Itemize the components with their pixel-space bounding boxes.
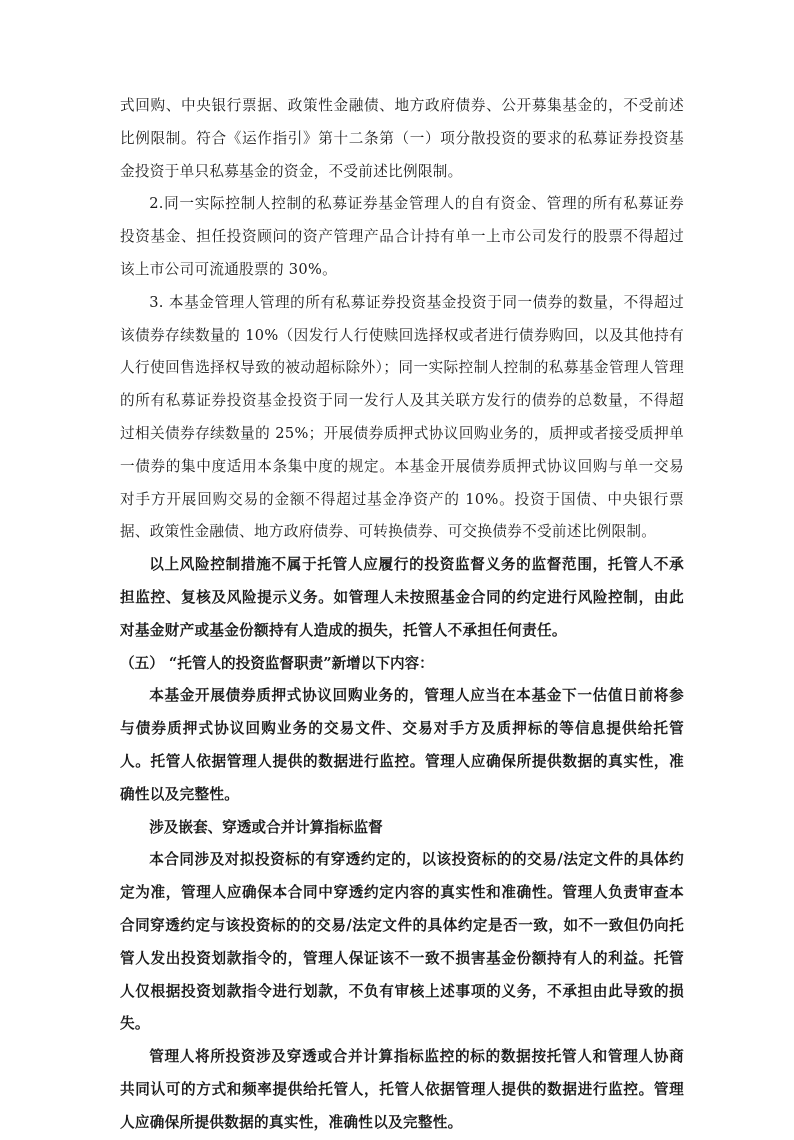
paragraph-custodian-disclaimer: 以上风险控制措施不属于托管人应履行的投资监督义务的监督范围，托管人不承担监控、复核及风险提示义务。如管理人未按照基金合同的约定进行风险控制，由此对基金财产或基金份额持有人造成的损失，托管人不承担任何责任。 <box>120 556 684 639</box>
section-heading-5: （五） “托管人的投资监督职责”新增以下内容： <box>120 654 434 672</box>
subheading-nested-penetration: 涉及嵌套、穿透或合并计算指标监督 <box>149 818 383 836</box>
paragraph-data-provision: 管理人将所投资涉及穿透或合并计算指标监控的标的数据按托管人和管理人协商共同认可的方式和频率提供给托管人，托管人依据管理人提供的数据进行监控。管理人应确保所提供数据的真实性，准确性以及完整性。 <box>120 1048 684 1131</box>
paragraph-penetration-agreement: 本合同涉及对拟投资标的有穿透约定的，以该投资标的的交易/法定文件的具体约定为准，管理人应确保本合同中穿透约定内容的真实性和准确性。管理人负责审查本合同穿透约定与该投资标的的交易/法定文件的具体约定是否一致，如不一致但仍向托管人发出投资划款指令的，管理人保证该不一致不损害基金份额持有人的利益。托管人仅根据投资划款指令进行划款，不负有审核上述事项的义务，不承担由此导致的损失。 <box>120 851 684 1033</box>
paragraph-item-3: 3. 本基金管理人管理的所有私募证券投资基金投资于同一债券的数量，不得超过该债券存续数量的 10%（因发行人行使赎回选择权或者进行债券购回，以及其他持有人行使回售选择权导致的被动超标除外）；同一实际控制人控制的私募基金管理人管理的所有私募证券投资基金投资于同一发行人及其关联方发行的债券的总数量，不得超过相关债券存续数量的 25%；开展债券质押式协议回购业务的，质押或者接受质押单一债券的集中度适用本条集中度的规定。本基金开展债券质押式协议回购与单一交易对手方开展回购交易的金额不得超过基金净资产的 10%。投资于国债、中央银行票据、政策性金融债、地方政府债券、可转换债券、可交换债券不受前述比例限制。 <box>120 293 684 541</box>
paragraph-ratio-exemption: 式回购、中央银行票据、政策性金融债、地方政府债券、公开募集基金的，不受前述比例限制。符合《运作指引》第十二条第（一）项分散投资的要求的私募证券投资基金投资于单只私募基金的资金，不受前述比例限制。 <box>120 97 684 180</box>
paragraph-item-2: 2.同一实际控制人控制的私募证券基金管理人的自有资金、管理的所有私募证券投资基金、担任投资顾问的资产管理产品合计持有单一上市公司发行的股票不得超过该上市公司可流通股票的 30%。 <box>120 195 684 278</box>
paragraph-repo-monitoring: 本基金开展债券质押式协议回购业务的，管理人应当在本基金下一估值日前将参与债券质押式协议回购业务的交易文件、交易对手方及质押标的等信息提供给托管人。托管人依据管理人提供的数据进行监控。管理人应确保所提供数据的真实性，准确性以及完整性。 <box>120 687 684 803</box>
